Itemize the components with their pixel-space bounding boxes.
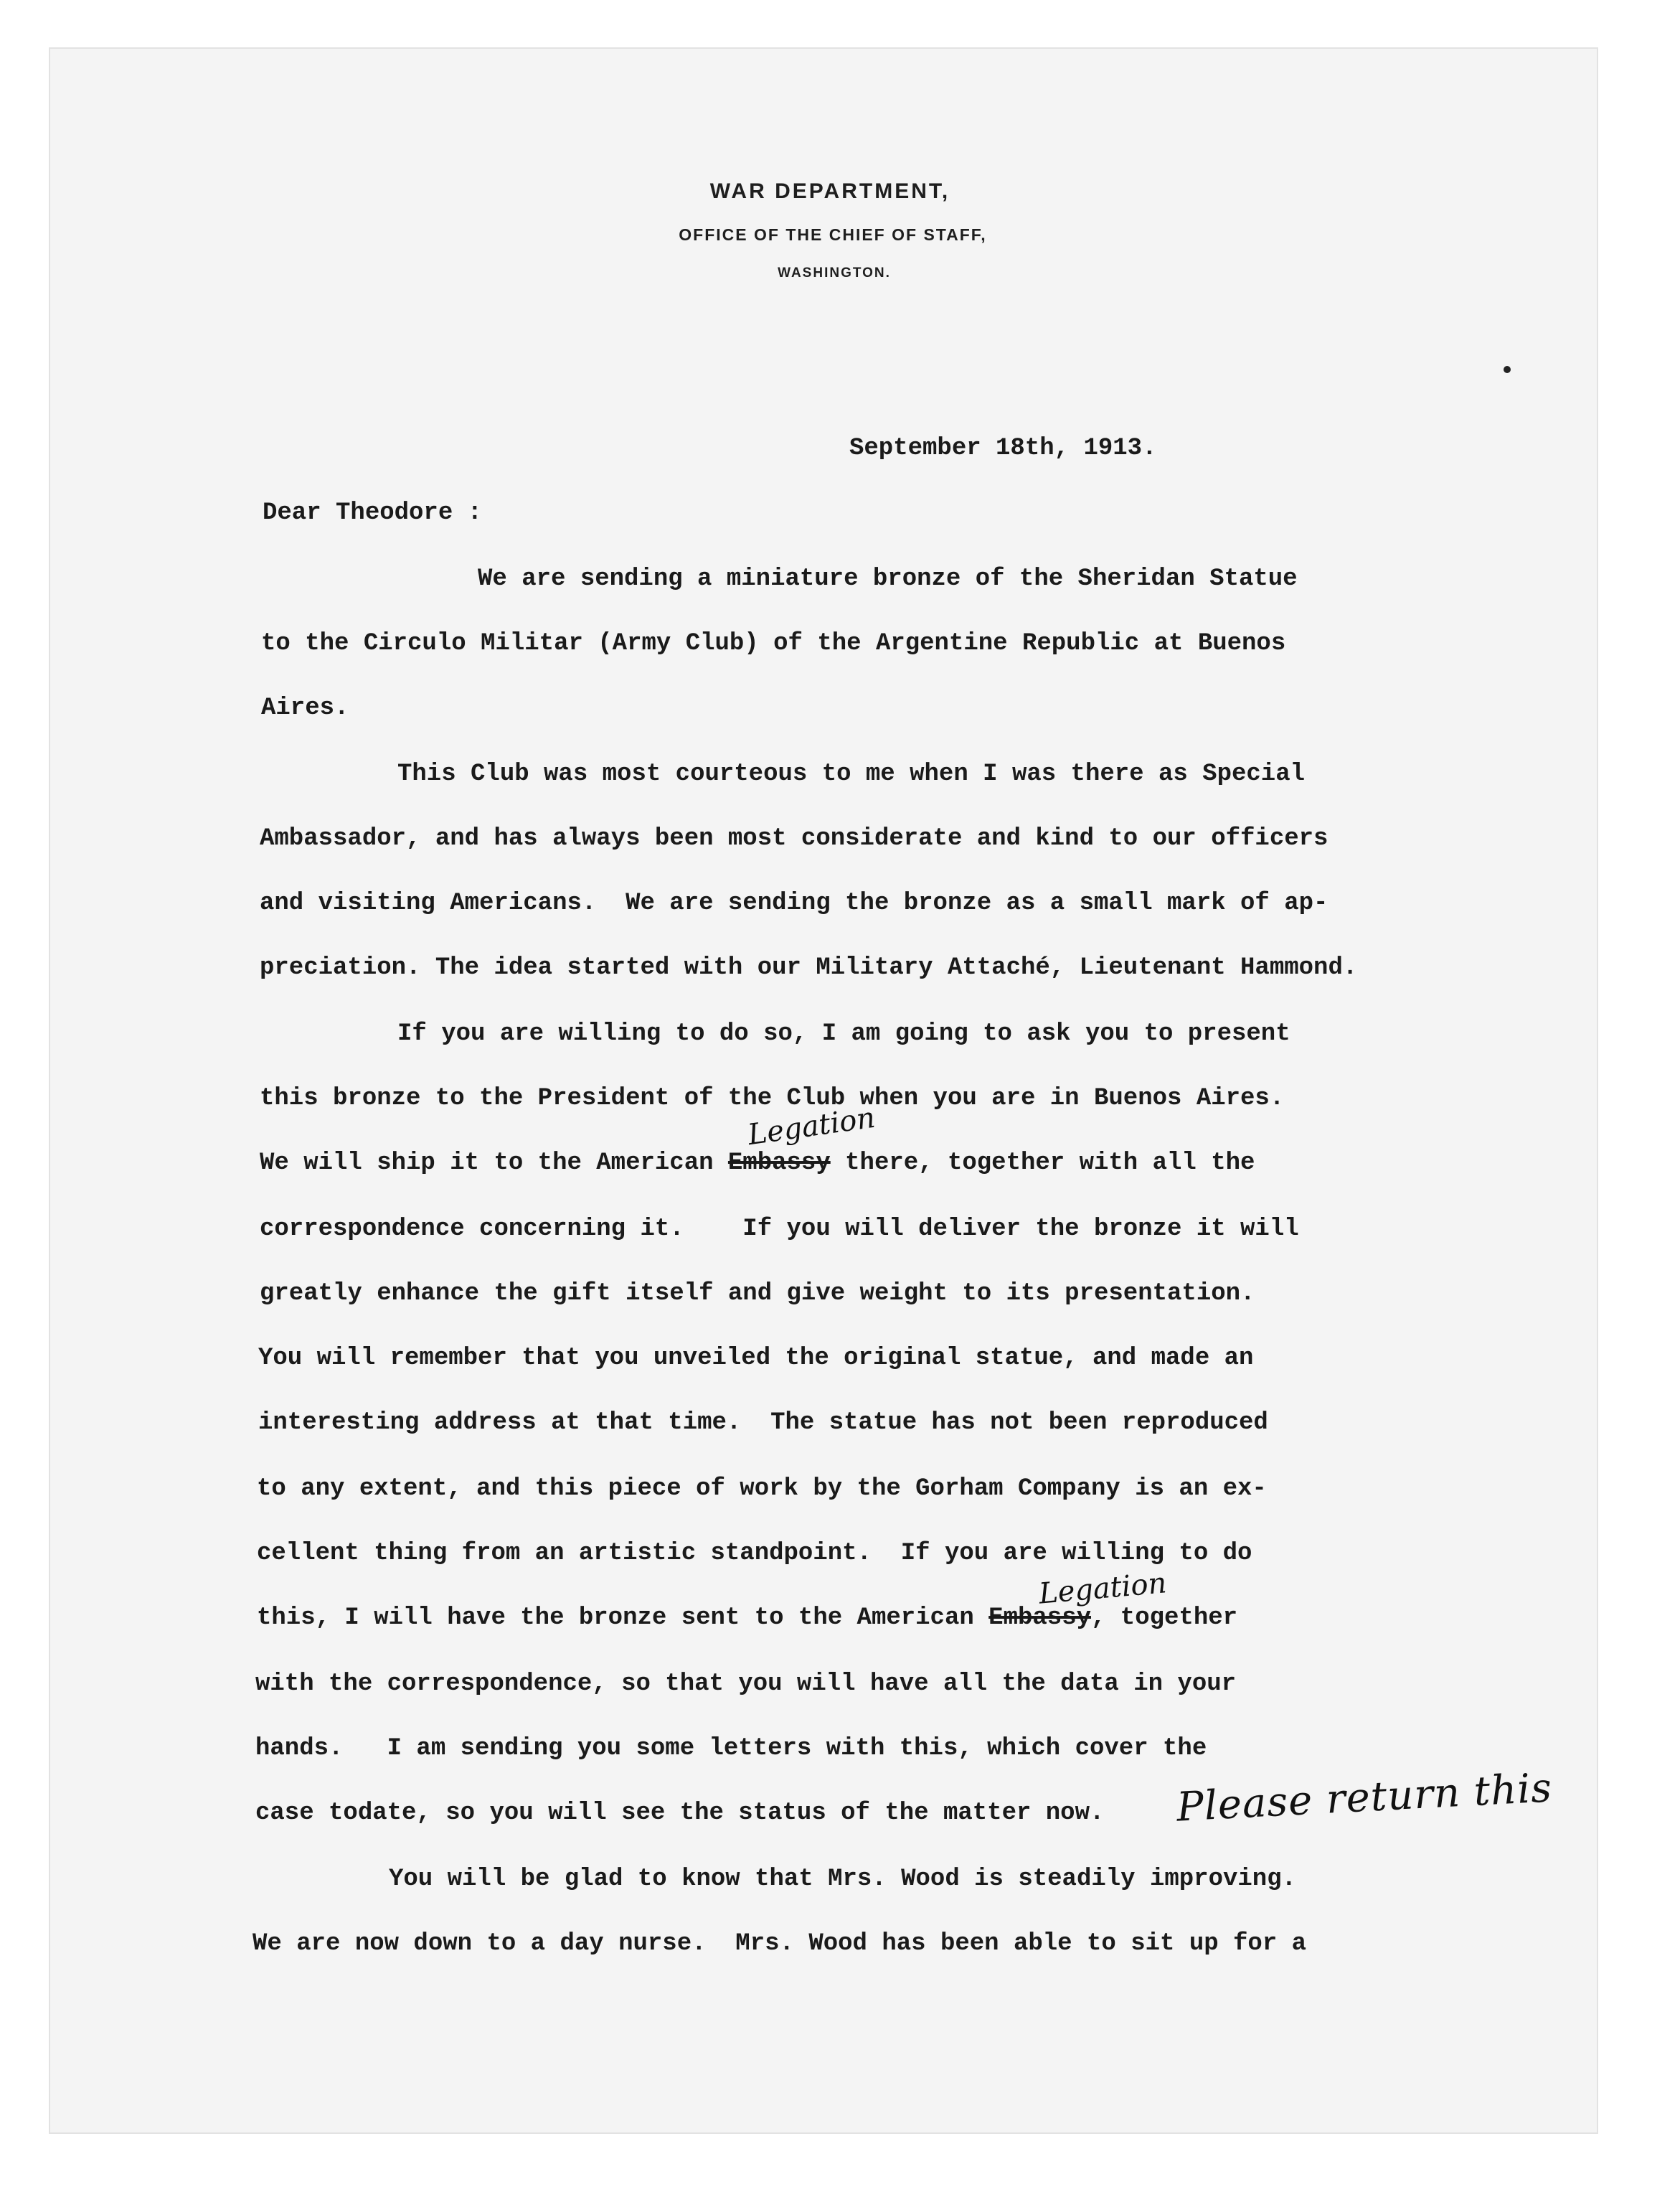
body-line: You will remember that you unveiled the original statue, and made an [258,1345,1254,1372]
body-line: preciation. The idea started with our Military Attaché, Lieutenant Hammond. [260,954,1358,982]
body-line: Ambassador, and has always been most considerate and kind to our officers [260,825,1329,852]
letterhead-office: OFFICE OF THE CHIEF OF STAFF, [679,225,987,244]
handwritten-insertion: Legation [745,1101,877,1152]
body-line: We are now down to a day nurse. Mrs. Wood has been able to sit up for a [253,1930,1307,1957]
body-line: greatly enhance the gift itself and give weight to its presentation. [260,1280,1255,1307]
body-line-with-correction [260,1151,1255,1175]
letterhead-city: WASHINGTON. [778,265,891,281]
handwritten-margin-note: Please return this [1175,1764,1554,1831]
line-text: , together [1091,1604,1238,1632]
ink-speck [1504,366,1511,373]
body-line: and visiting Americans. We are sending the bronze as a small mark of ap- [260,890,1329,917]
body-line: hands. I am sending you some letters with this, which cover the [255,1735,1207,1762]
body-line: this bronze to the President of the Club when you are in Buenos Aires. [260,1085,1285,1112]
body-line: We are sending a miniature bronze of the Sheridan Statue [478,565,1298,593]
line-text: this, I will have the bronze sent to the American [257,1604,989,1632]
handwritten-insertion: Legation [1037,1566,1169,1611]
body-line: If you are willing to do so, I am going to ask you to present [397,1020,1290,1048]
body-line: You will be glad to know that Mrs. Wood is steadily improving. [389,1866,1297,1893]
body-line-with-correction [257,1606,1237,1630]
body-line: cellent thing from an artistic standpoint. If you are willing to do [257,1540,1252,1567]
letterhead-department: WAR DEPARTMENT, [709,179,950,203]
body-line: with the correspondence, so that you will have all the data in your [255,1670,1237,1698]
body-line: correspondence concerning it. If you will deliver the bronze it will [260,1215,1299,1243]
salutation: Dear Theodore : [263,499,483,527]
body-line: to the Circulo Militar (Army Club) of the Argentine Republic at Buenos [261,630,1286,657]
body-line: This Club was most courteous to me when I was there as Special [397,761,1306,788]
body-line: case todate, so you will see the status of the matter now. [255,1800,1105,1827]
line-text: there, together with all the [830,1149,1255,1177]
line-text: We will ship it to the American [260,1149,728,1177]
struck-word: Embassy [727,1149,831,1177]
body-line: Aires. [261,695,349,722]
body-line: to any extent, and this piece of work by the Gorham Company is an ex- [257,1475,1267,1502]
letter-date: September 18th, 1913. [849,435,1157,462]
body-line: interesting address at that time. The statue has not been reproduced [258,1409,1268,1436]
struck-word: Embassy [988,1604,1091,1632]
